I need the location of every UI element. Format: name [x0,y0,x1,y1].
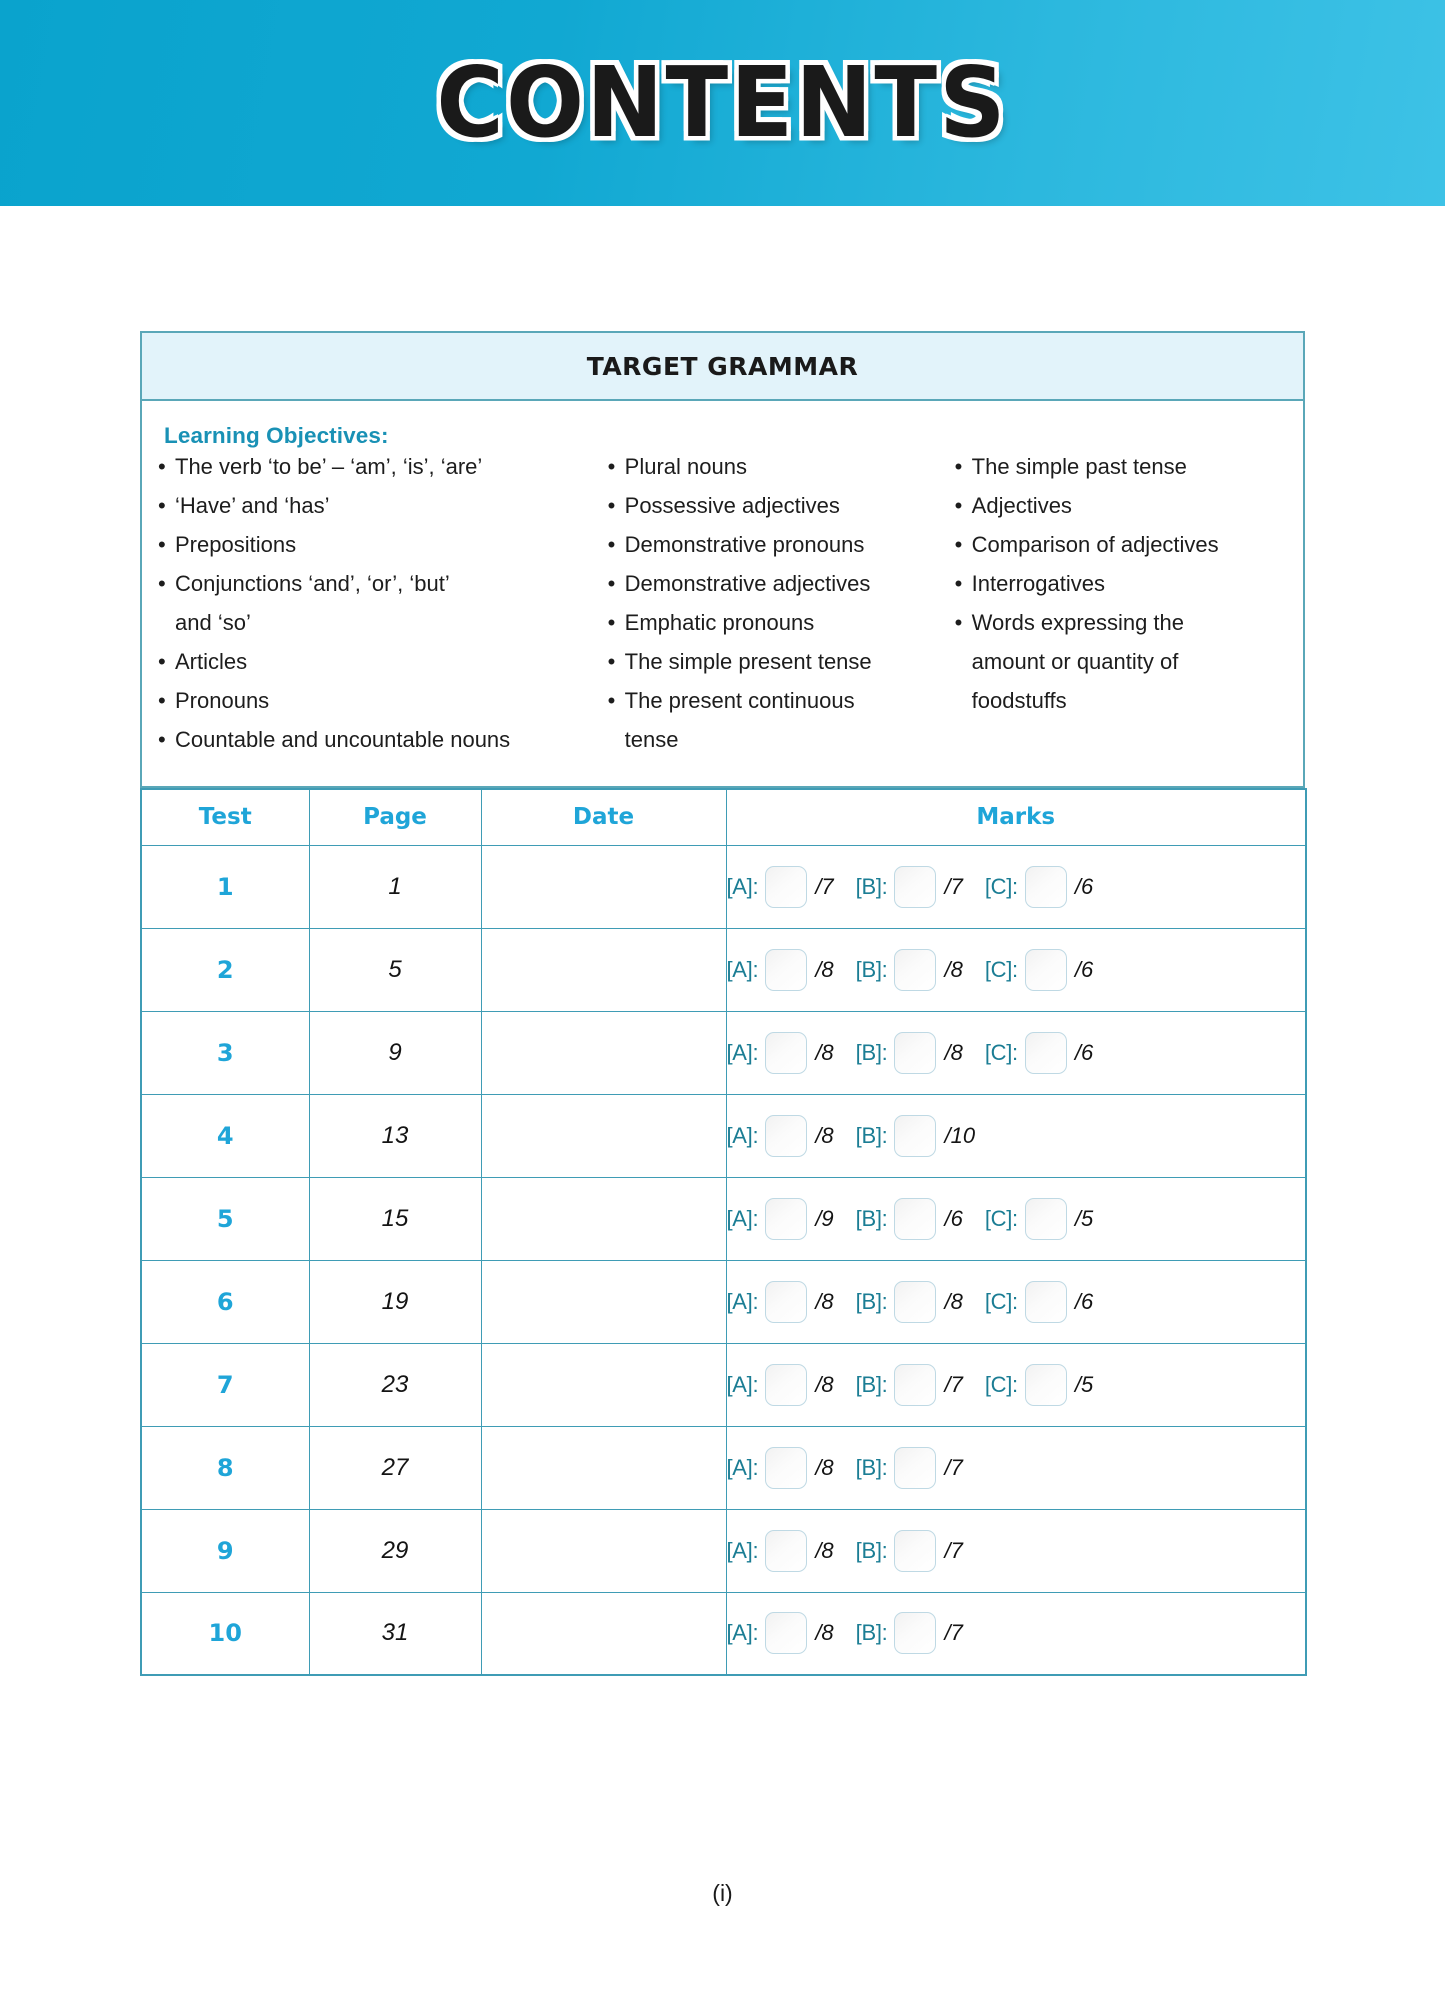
mark-total-label: /5 [1074,1205,1094,1231]
mark-total-label: /6 [1074,873,1094,899]
mark-total-label: /7 [815,873,834,899]
target-grammar-body [142,401,1303,786]
mark-section-label: [A]: [726,1288,759,1314]
column-header-page: Page [309,789,481,845]
mark-section-label: [B]: [855,956,888,982]
mark-total-label: /7 [944,873,963,899]
mark-score-input[interactable] [894,1281,936,1323]
cell-marks [726,845,1306,928]
objective-label: Conjunctions ‘and’, ‘or’, ‘but’ [175,571,450,596]
mark-section-label: [C]: [984,1288,1018,1314]
objective-item [608,612,955,634]
objective-label: Interrogatives [971,571,1105,596]
mark-score-input[interactable] [1025,866,1067,908]
marks-row [727,1115,1306,1157]
objective-item [955,612,1287,634]
cell-test-number: 10 [141,1592,309,1675]
cell-page-number: 29 [309,1509,481,1592]
cell-page-number: 19 [309,1260,481,1343]
mark-score-input[interactable] [894,1115,936,1157]
mark-group [856,1530,963,1572]
cell-test-number: 4 [141,1094,309,1177]
mark-group [985,949,1093,991]
mark-section-label: [B]: [855,1371,888,1397]
page-body [140,331,1305,1676]
table-row [141,1426,1306,1509]
objective-item [608,690,955,712]
objective-label: The verb ‘to be’ – ‘am’, ‘is’, ‘are’ [175,454,483,479]
mark-total-label: /8 [815,1537,834,1563]
mark-group [727,1447,834,1489]
table-row [141,1592,1306,1675]
mark-score-input[interactable] [894,1447,936,1489]
mark-section-label: [C]: [984,1205,1018,1231]
mark-total-label: /8 [944,956,963,982]
mark-group [985,1364,1093,1406]
mark-total-label: /6 [1074,1288,1094,1314]
mark-score-input[interactable] [765,1364,807,1406]
cell-date-input[interactable] [481,1177,726,1260]
table-row [141,845,1306,928]
mark-score-input[interactable] [1025,1198,1067,1240]
objective-label: Words expressing the [971,610,1185,635]
objective-item [608,651,955,673]
learning-objectives-label: Learning Objectives: [164,423,389,448]
cell-page-number: 9 [309,1011,481,1094]
bullet-icon: • [607,610,616,635]
cell-marks [726,1260,1306,1343]
bullet-icon: • [158,493,166,518]
mark-total-label: /8 [815,1454,834,1480]
bullet-icon: • [954,532,963,557]
mark-group [727,1612,834,1654]
mark-group [727,1115,834,1157]
mark-score-input[interactable] [765,1198,807,1240]
mark-total-label: /7 [944,1454,963,1480]
mark-total-label: /8 [815,1288,834,1314]
mark-section-label: [A]: [726,1620,759,1646]
mark-score-input[interactable] [1025,1364,1067,1406]
mark-section-label: [B]: [855,1537,888,1563]
objective-label: ‘Have’ and ‘has’ [175,493,330,518]
bullet-icon: • [607,649,616,674]
mark-total-label: /7 [944,1537,963,1563]
bullet-icon: • [158,454,166,479]
bullet-icon: • [607,493,616,518]
column-header-test: Test [141,789,309,845]
objective-item [158,651,608,673]
mark-section-label: [A]: [726,873,759,899]
cell-test-number: 1 [141,845,309,928]
mark-group [856,1032,963,1074]
cell-marks [726,1509,1306,1592]
mark-total-label: /8 [944,1288,963,1314]
bullet-icon: • [954,454,963,479]
objective-label: Demonstrative adjectives [624,571,871,596]
marks-row [727,1447,1306,1489]
objective-label: Demonstrative pronouns [624,532,865,557]
mark-total-label: /8 [815,956,834,982]
mark-score-input[interactable] [1025,949,1067,991]
cell-date-input[interactable] [481,845,726,928]
objective-item [608,495,955,517]
mark-group [727,949,834,991]
cell-marks [726,928,1306,1011]
cell-test-number: 2 [141,928,309,1011]
bullet-icon: • [607,454,616,479]
mark-total-label: /8 [815,1371,834,1397]
bullet-icon: • [158,532,166,557]
mark-group [856,1115,975,1157]
mark-total-label: /8 [944,1039,963,1065]
cell-date-input[interactable] [481,1592,726,1675]
bullet-icon: • [607,571,616,596]
objective-label: Possessive adjectives [624,493,840,518]
cell-test-number: 8 [141,1426,309,1509]
objective-label: Plural nouns [624,454,747,479]
mark-score-input[interactable] [765,1612,807,1654]
mark-total-label: /7 [944,1620,963,1646]
mark-section-label: [A]: [726,956,759,982]
objective-item [955,534,1287,556]
cell-date-input[interactable] [481,1011,726,1094]
objective-label: Emphatic pronouns [624,610,815,635]
mark-section-label: [B]: [855,873,888,899]
mark-total-label: /10 [944,1122,976,1148]
mark-group [727,1364,834,1406]
mark-group [856,1612,963,1654]
mark-score-input[interactable] [765,866,807,908]
bullet-icon: • [607,532,616,557]
objective-continuation: foodstuffs [971,688,1067,713]
mark-section-label: [B]: [855,1454,888,1480]
objective-item [158,456,608,478]
mark-total-label: /5 [1074,1371,1094,1397]
objective-continuation: and ‘so’ [175,610,251,635]
cell-marks [726,1426,1306,1509]
mark-score-input[interactable] [1025,1281,1067,1323]
mark-score-input[interactable] [894,1032,936,1074]
objective-continuation: amount or quantity of [971,649,1179,674]
table-row [141,1011,1306,1094]
mark-total-label: /9 [815,1205,834,1231]
objective-continuation: tense [624,727,679,752]
cell-test-number: 3 [141,1011,309,1094]
bullet-icon: • [158,649,166,674]
mark-score-input[interactable] [765,1115,807,1157]
cell-test-number: 9 [141,1509,309,1592]
mark-group [985,1032,1093,1074]
mark-score-input[interactable] [894,1364,936,1406]
contents-table [140,788,1307,1676]
objective-label: The present continuous [624,688,855,713]
mark-section-label: [A]: [726,1122,759,1148]
marks-row [727,1032,1306,1074]
mark-group [985,1281,1093,1323]
bullet-icon: • [158,571,166,596]
mark-group [856,1198,963,1240]
target-grammar-panel [140,331,1305,788]
table-header-row [141,789,1306,845]
mark-section-label: [B]: [855,1288,888,1314]
target-grammar-header [142,333,1303,401]
cell-date-input[interactable] [481,1260,726,1343]
mark-section-label: [A]: [726,1537,759,1563]
mark-section-label: [A]: [726,1371,759,1397]
cell-test-number: 7 [141,1343,309,1426]
cell-page-number: 5 [309,928,481,1011]
mark-score-input[interactable] [894,949,936,991]
cell-date-input[interactable] [481,1094,726,1177]
objective-label: Prepositions [175,532,297,557]
cell-marks [726,1011,1306,1094]
objective-item [608,456,955,478]
mark-section-label: [B]: [855,1122,888,1148]
cell-marks [726,1094,1306,1177]
mark-group [856,1447,963,1489]
cell-test-number: 5 [141,1177,309,1260]
bullet-icon: • [158,688,166,713]
cell-page-number: 13 [309,1094,481,1177]
mark-score-input[interactable] [894,1612,936,1654]
mark-section-label: [C]: [984,956,1018,982]
mark-section-label: [A]: [726,1205,759,1231]
objective-label: Countable and uncountable nouns [175,727,511,752]
cell-marks [726,1592,1306,1675]
mark-group [856,1364,963,1406]
table-row [141,1177,1306,1260]
objective-item [158,573,608,595]
cell-test-number: 6 [141,1260,309,1343]
cell-marks [726,1177,1306,1260]
page-title: CONTENTS [436,46,1009,160]
objective-label: Articles [175,649,248,674]
mark-score-input[interactable] [1025,1032,1067,1074]
mark-group [727,1281,834,1323]
objective-item [158,495,608,517]
mark-section-label: [C]: [984,873,1018,899]
objective-label: Pronouns [175,688,270,713]
mark-score-input[interactable] [894,1530,936,1572]
page-footer [0,1880,1445,1907]
cell-page-number: 15 [309,1177,481,1260]
learning-objectives-columns [158,456,1287,768]
cell-marks [726,1343,1306,1426]
mark-group [856,866,963,908]
objectives-column-1 [158,456,608,768]
bullet-icon: • [954,571,963,596]
table-row [141,928,1306,1011]
mark-section-label: [B]: [855,1620,888,1646]
mark-section-label: [C]: [984,1371,1018,1397]
mark-total-label: /8 [815,1122,834,1148]
bullet-icon: • [954,610,963,635]
marks-row [727,866,1306,908]
marks-row [727,1198,1306,1240]
page-header-banner [0,0,1445,206]
objective-label: The simple past tense [971,454,1187,479]
marks-row [727,1530,1306,1572]
objective-label: Adjectives [971,493,1072,518]
table-row [141,1094,1306,1177]
mark-score-input[interactable] [765,1447,807,1489]
column-header-date: Date [481,789,726,845]
mark-score-input[interactable] [765,1032,807,1074]
mark-score-input[interactable] [765,1530,807,1572]
table-row [141,1509,1306,1592]
bullet-icon: • [607,688,616,713]
mark-total-label: /8 [815,1620,834,1646]
mark-group [856,1281,963,1323]
objective-label: The simple present tense [624,649,872,674]
target-grammar-title: TARGET GRAMMAR [586,351,859,381]
cell-date-input[interactable] [481,928,726,1011]
bullet-icon: • [954,493,963,518]
cell-page-number: 27 [309,1426,481,1509]
mark-group [856,949,963,991]
mark-total-label: /6 [1074,1039,1094,1065]
objective-item [955,495,1287,517]
mark-section-label: [A]: [726,1454,759,1480]
mark-total-label: /6 [1074,956,1094,982]
bullet-icon: • [158,727,166,752]
mark-group [985,1198,1093,1240]
mark-total-label: /8 [815,1039,834,1065]
objective-item [608,534,955,556]
mark-score-input[interactable] [765,1281,807,1323]
cell-page-number: 31 [309,1592,481,1675]
mark-section-label: [C]: [984,1039,1018,1065]
marks-row [727,1281,1306,1323]
objective-item [955,573,1287,595]
mark-group [727,866,834,908]
objective-item [158,690,608,712]
column-header-marks: Marks [726,789,1306,845]
mark-total-label: /7 [944,1371,963,1397]
cell-date-input[interactable] [481,1509,726,1592]
marks-row [727,1612,1306,1654]
mark-section-label: [B]: [855,1205,888,1231]
cell-date-input[interactable] [481,1426,726,1509]
objective-item [158,729,608,751]
page-number: (i) [712,1880,733,1906]
table-body [141,845,1306,1675]
mark-section-label: [B]: [855,1039,888,1065]
objective-label: Comparison of adjectives [971,532,1219,557]
marks-row [727,949,1306,991]
objective-item [608,573,955,595]
objectives-column-3 [955,456,1287,729]
table-row [141,1260,1306,1343]
cell-page-number: 23 [309,1343,481,1426]
table-row [141,1343,1306,1426]
mark-group [727,1032,834,1074]
objective-item [955,456,1287,478]
mark-group [727,1530,834,1572]
mark-score-input[interactable] [894,866,936,908]
mark-total-label: /6 [944,1205,963,1231]
mark-score-input[interactable] [894,1198,936,1240]
mark-score-input[interactable] [765,949,807,991]
mark-section-label: [A]: [726,1039,759,1065]
mark-group [727,1198,834,1240]
objective-item [158,534,608,556]
objectives-column-2 [608,456,955,768]
cell-page-number: 1 [309,845,481,928]
marks-row [727,1364,1306,1406]
mark-group [985,866,1093,908]
cell-date-input[interactable] [481,1343,726,1426]
